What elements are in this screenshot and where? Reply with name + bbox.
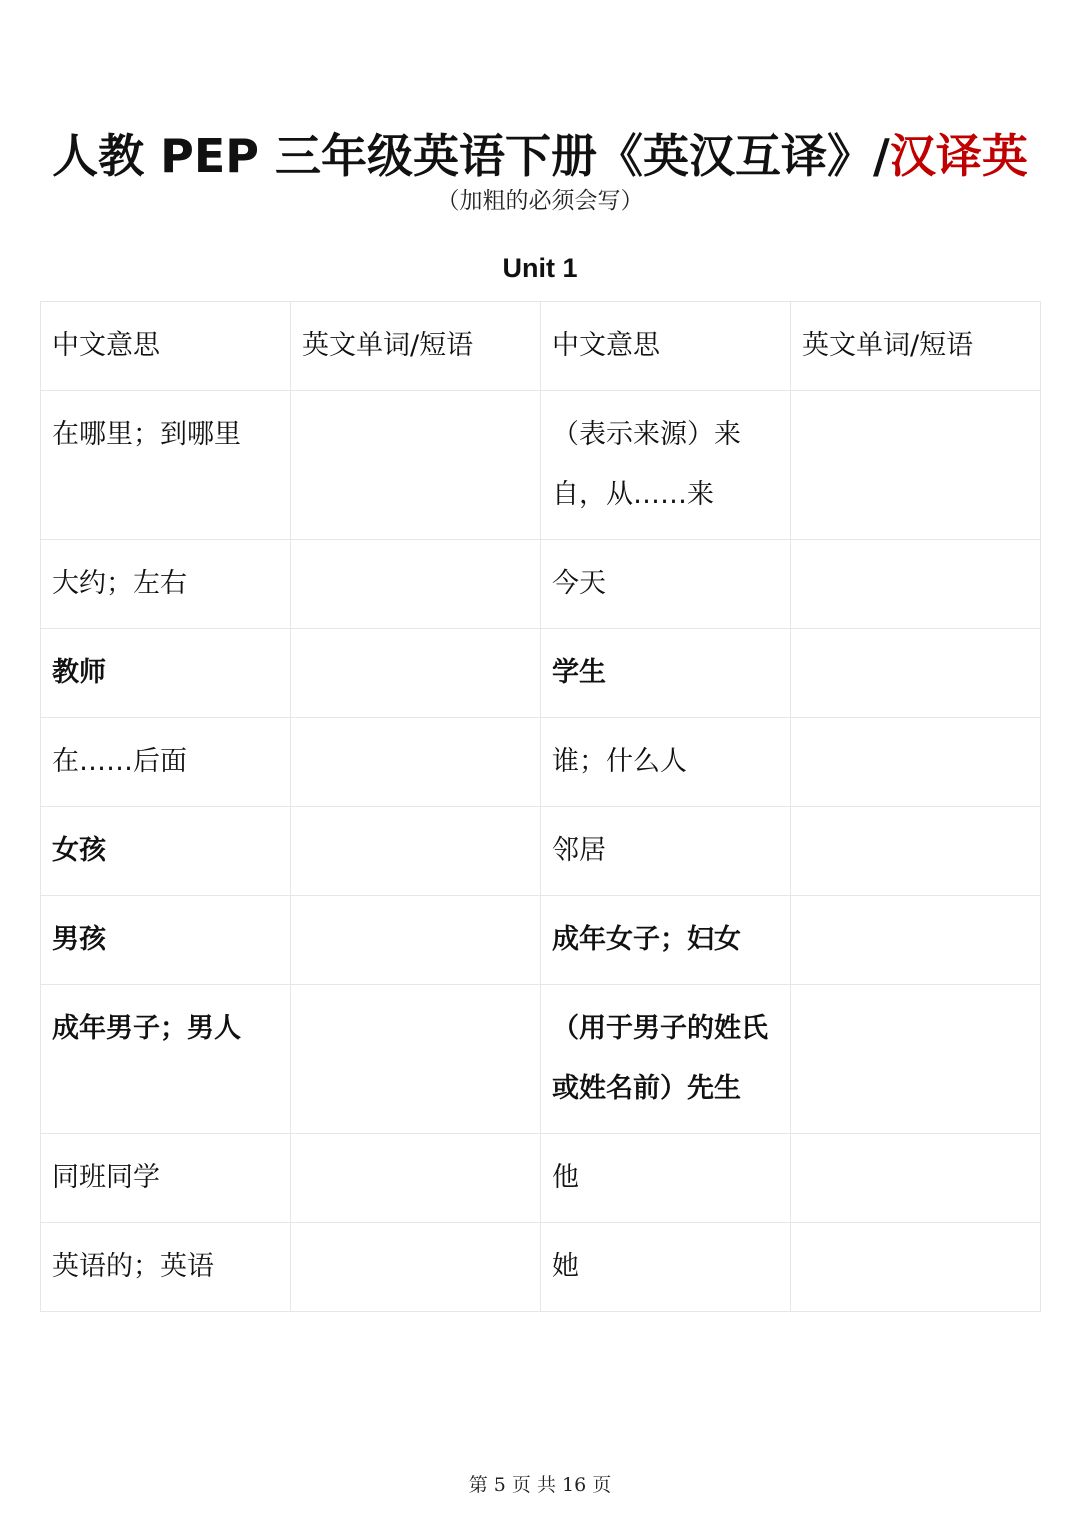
english-answer-cell[interactable] — [291, 1134, 541, 1223]
english-answer-cell[interactable] — [291, 896, 541, 985]
header-chinese-meaning: 中文意思 — [41, 302, 291, 391]
english-answer-cell[interactable] — [791, 1223, 1041, 1312]
table-row — [41, 896, 1041, 985]
english-answer-cell[interactable] — [791, 1134, 1041, 1223]
chinese-meaning-cell: （用于男子的姓氏或姓名前）先生 — [541, 985, 791, 1134]
chinese-meaning-cell: 成年男子；男人 — [41, 985, 291, 1134]
chinese-meaning-cell: 大约；左右 — [41, 540, 291, 629]
page-subtitle: （加粗的必须会写） — [436, 188, 644, 214]
english-answer-cell[interactable] — [791, 985, 1041, 1134]
page-footer: 第 5 页 共 16 页 — [468, 1474, 612, 1496]
table-row — [41, 718, 1041, 807]
chinese-meaning-cell: 男孩 — [41, 896, 291, 985]
unit-heading: Unit 1 — [502, 253, 578, 283]
english-answer-cell[interactable] — [791, 718, 1041, 807]
page-title — [0, 126, 1080, 186]
header-english-word: 英文单词/短语 — [791, 302, 1041, 391]
chinese-meaning-cell: 她 — [541, 1223, 791, 1312]
english-answer-cell[interactable] — [791, 629, 1041, 718]
english-answer-cell[interactable] — [291, 391, 541, 540]
table-row — [41, 629, 1041, 718]
page-title-main: 人教 PEP 三年级英语下册《英汉互译》/ — [52, 129, 890, 183]
english-answer-cell[interactable] — [791, 540, 1041, 629]
table-row — [41, 540, 1041, 629]
vocabulary-table — [40, 301, 1041, 1312]
chinese-meaning-cell: 学生 — [541, 629, 791, 718]
chinese-meaning-cell: 他 — [541, 1134, 791, 1223]
header-english-word: 英文单词/短语 — [291, 302, 541, 391]
chinese-meaning-cell: 今天 — [541, 540, 791, 629]
chinese-meaning-cell: 女孩 — [41, 807, 291, 896]
table-row — [41, 807, 1041, 896]
chinese-meaning-cell: 在哪里；到哪里 — [41, 391, 291, 540]
chinese-meaning-cell: 英语的；英语 — [41, 1223, 291, 1312]
table-row — [41, 391, 1041, 540]
header-chinese-meaning: 中文意思 — [541, 302, 791, 391]
page-title-highlight: 汉译英 — [889, 129, 1028, 183]
table-row — [41, 1223, 1041, 1312]
english-answer-cell[interactable] — [791, 807, 1041, 896]
table-row — [41, 985, 1041, 1134]
english-answer-cell[interactable] — [291, 540, 541, 629]
chinese-meaning-cell: 在……后面 — [41, 718, 291, 807]
table-header-row — [41, 302, 1041, 391]
english-answer-cell[interactable] — [291, 985, 541, 1134]
chinese-meaning-cell: 邻居 — [541, 807, 791, 896]
chinese-meaning-cell: 成年女子；妇女 — [541, 896, 791, 985]
chinese-meaning-cell: 谁；什么人 — [541, 718, 791, 807]
chinese-meaning-cell: 同班同学 — [41, 1134, 291, 1223]
english-answer-cell[interactable] — [791, 896, 1041, 985]
english-answer-cell[interactable] — [291, 1223, 541, 1312]
table-row — [41, 1134, 1041, 1223]
english-answer-cell[interactable] — [291, 807, 541, 896]
chinese-meaning-cell: （表示来源）来自，从……来 — [541, 391, 791, 540]
english-answer-cell[interactable] — [291, 718, 541, 807]
english-answer-cell[interactable] — [791, 391, 1041, 540]
chinese-meaning-cell: 教师 — [41, 629, 291, 718]
english-answer-cell[interactable] — [291, 629, 541, 718]
